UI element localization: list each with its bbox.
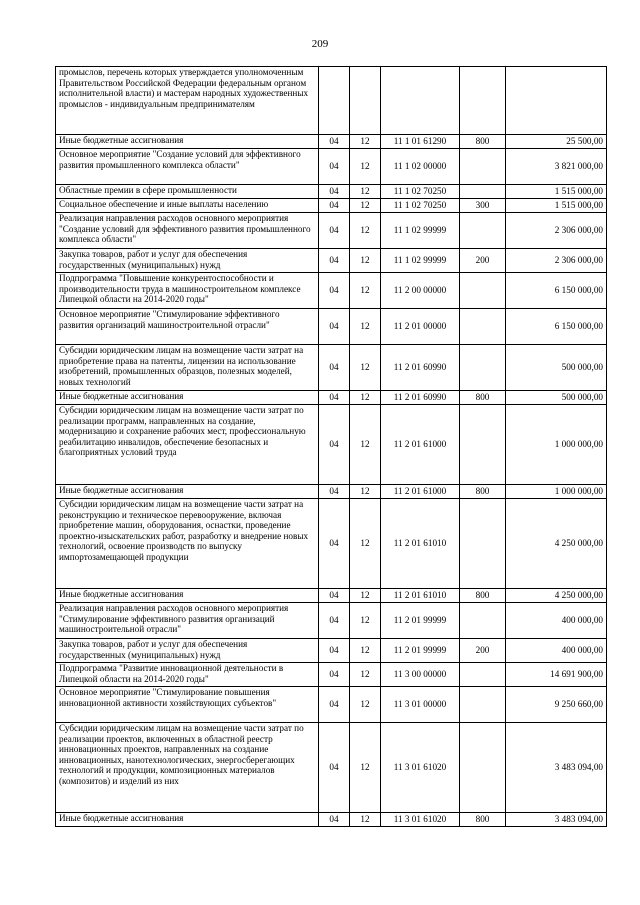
row-amount — [506, 67, 607, 135]
row-section-code: 12 — [350, 199, 381, 213]
row-name: Реализация направления расходов основного мероприятия "Стимулирование эффективного развития организаций машиностроительной отрасли" — [56, 603, 319, 639]
row-expense-type — [460, 185, 506, 199]
row-ved-code: 04 — [319, 213, 350, 249]
row-ved-code: 04 — [319, 499, 350, 589]
row-ved-code: 04 — [319, 687, 350, 723]
row-expense-type — [460, 663, 506, 687]
row-ved-code: 04 — [319, 663, 350, 687]
row-expense-type — [460, 499, 506, 589]
row-target-article: 11 2 01 61000 — [381, 405, 460, 485]
row-ved-code: 04 — [319, 149, 350, 185]
row-target-article: 11 1 02 70250 — [381, 199, 460, 213]
row-amount: 2 306 000,00 — [506, 249, 607, 273]
table-row — [56, 149, 607, 185]
row-expense-type — [460, 309, 506, 345]
row-name: Подпрограмма "Развитие инновационной деятельности в Липецкой области на 2014-2020 годы" — [56, 663, 319, 687]
row-name: Областные премии в сфере промышленности — [56, 185, 319, 199]
row-section-code: 12 — [350, 391, 381, 405]
table-row — [56, 391, 607, 405]
table-row — [56, 603, 607, 639]
row-amount: 500 000,00 — [506, 391, 607, 405]
row-amount: 3 483 094,00 — [506, 723, 607, 813]
row-amount: 400 000,00 — [506, 603, 607, 639]
row-target-article: 11 1 02 70250 — [381, 185, 460, 199]
row-name: Иные бюджетные ассигнования — [56, 391, 319, 405]
row-ved-code: 04 — [319, 813, 350, 827]
row-section-code: 12 — [350, 687, 381, 723]
row-ved-code: 04 — [319, 345, 350, 391]
row-target-article: 11 2 01 00000 — [381, 309, 460, 345]
row-amount: 1 515 000,00 — [506, 185, 607, 199]
row-section-code: 12 — [350, 405, 381, 485]
row-amount: 4 250 000,00 — [506, 499, 607, 589]
row-amount: 3 483 094,00 — [506, 813, 607, 827]
row-expense-type — [460, 213, 506, 249]
row-section-code: 12 — [350, 249, 381, 273]
row-target-article: 11 3 01 00000 — [381, 687, 460, 723]
row-expense-type: 800 — [460, 813, 506, 827]
row-expense-type: 800 — [460, 589, 506, 603]
table-row — [56, 199, 607, 213]
row-section-code: 12 — [350, 213, 381, 249]
table-row — [56, 135, 607, 149]
table-row — [56, 405, 607, 485]
row-name: Субсидии юридическим лицам на возмещение части затрат на приобретение права на патенты, лицензии на использование изобретений, промышленных образцов, полезных моделей, новых технологий — [56, 345, 319, 391]
table-row — [56, 309, 607, 345]
row-amount: 1 000 000,00 — [506, 485, 607, 499]
table-row — [56, 589, 607, 603]
row-ved-code: 04 — [319, 485, 350, 499]
row-expense-type — [460, 723, 506, 813]
row-name: Социальное обеспечение и иные выплаты населению — [56, 199, 319, 213]
row-expense-type — [460, 67, 506, 135]
row-name: Основное мероприятие "Создание условий для эффективного развития промышленного комплекса области" — [56, 149, 319, 185]
row-expense-type: 800 — [460, 485, 506, 499]
row-section-code: 12 — [350, 345, 381, 391]
row-name: Основное мероприятие "Стимулирование эффективного развития организаций машиностроительной отрасли" — [56, 309, 319, 345]
row-section-code: 12 — [350, 149, 381, 185]
row-target-article: 11 1 02 99999 — [381, 213, 460, 249]
row-section-code: 12 — [350, 723, 381, 813]
row-amount: 4 250 000,00 — [506, 589, 607, 603]
row-section-code: 12 — [350, 485, 381, 499]
row-ved-code — [319, 67, 350, 135]
row-target-article: 11 1 01 61290 — [381, 135, 460, 149]
table-row — [56, 723, 607, 813]
row-ved-code: 04 — [319, 723, 350, 813]
row-section-code: 12 — [350, 135, 381, 149]
row-amount: 6 150 000,00 — [506, 309, 607, 345]
row-section-code: 12 — [350, 273, 381, 309]
row-expense-type — [460, 273, 506, 309]
row-ved-code: 04 — [319, 309, 350, 345]
row-ved-code: 04 — [319, 135, 350, 149]
row-ved-code: 04 — [319, 589, 350, 603]
table-row — [56, 67, 607, 135]
row-expense-type — [460, 405, 506, 485]
table-row — [56, 345, 607, 391]
budget-table — [55, 66, 607, 827]
row-target-article: 11 2 01 61010 — [381, 589, 460, 603]
row-amount: 14 691 900,00 — [506, 663, 607, 687]
row-name: Подпрограмма "Повышение конкурентоспособности и производительности труда в машиностроительном комплексе Липецкой области на 2014-2020 годы" — [56, 273, 319, 309]
row-section-code: 12 — [350, 663, 381, 687]
row-expense-type: 200 — [460, 639, 506, 663]
row-name: Основное мероприятие "Стимулирование повышения инновационной активности хозяйствующих субъектов" — [56, 687, 319, 723]
row-name: Иные бюджетные ассигнования — [56, 135, 319, 149]
row-ved-code: 04 — [319, 273, 350, 309]
row-ved-code: 04 — [319, 391, 350, 405]
row-expense-type — [460, 603, 506, 639]
row-section-code: 12 — [350, 185, 381, 199]
row-name: промыслов, перечень которых утверждается уполномоченным Правительством Российской Федерации федеральным органом исполнительной власти) и мастерам народных художественных промыслов - индивидуальным предпринимателям — [56, 67, 319, 135]
row-name: Иные бюджетные ассигнования — [56, 589, 319, 603]
row-ved-code: 04 — [319, 405, 350, 485]
row-ved-code: 04 — [319, 199, 350, 213]
row-ved-code: 04 — [319, 185, 350, 199]
row-amount: 2 306 000,00 — [506, 213, 607, 249]
table-row — [56, 485, 607, 499]
row-expense-type: 800 — [460, 135, 506, 149]
row-amount: 25 500,00 — [506, 135, 607, 149]
row-amount: 500 000,00 — [506, 345, 607, 391]
row-amount: 3 821 000,00 — [506, 149, 607, 185]
row-name: Субсидии юридическим лицам на возмещение части затрат на реконструкцию и техническое перевооружение, включая приобретение машин, оборудования, оснастки, проведение проектно-изыскательских работ, разработку и внедрение новых технологий, освоение производств по выпуску импортозамещающей продукции — [56, 499, 319, 589]
row-name: Иные бюджетные ассигнования — [56, 813, 319, 827]
row-amount: 9 250 660,00 — [506, 687, 607, 723]
row-target-article: 11 2 01 60990 — [381, 391, 460, 405]
table-row — [56, 185, 607, 199]
row-name: Реализация направления расходов основного мероприятия "Создание условий для эффективного развития промышленного комплекса области" — [56, 213, 319, 249]
row-section-code: 12 — [350, 603, 381, 639]
row-section-code: 12 — [350, 639, 381, 663]
row-amount: 1 515 000,00 — [506, 199, 607, 213]
table-row — [56, 663, 607, 687]
row-expense-type: 300 — [460, 199, 506, 213]
row-expense-type — [460, 149, 506, 185]
row-expense-type — [460, 345, 506, 391]
row-amount: 1 000 000,00 — [506, 405, 607, 485]
row-section-code — [350, 67, 381, 135]
table-row — [56, 499, 607, 589]
row-target-article: 11 2 01 99999 — [381, 639, 460, 663]
row-target-article: 11 2 01 99999 — [381, 603, 460, 639]
table-row — [56, 273, 607, 309]
row-name: Субсидии юридическим лицам на возмещение части затрат по реализации программ, направленных на создание, модернизацию и сохранение рабочих мест, профессиональную реабилитацию инвалидов, обеспечение безопасных и благоприятных условий труда — [56, 405, 319, 485]
page-number: 209 — [311, 38, 329, 50]
row-ved-code: 04 — [319, 249, 350, 273]
row-expense-type — [460, 687, 506, 723]
row-section-code: 12 — [350, 309, 381, 345]
row-name: Закупка товаров, работ и услуг для обеспечения государственных (муниципальных) нужд — [56, 639, 319, 663]
row-ved-code: 04 — [319, 603, 350, 639]
row-amount: 6 150 000,00 — [506, 273, 607, 309]
row-target-article: 11 3 01 61020 — [381, 723, 460, 813]
row-target-article: 11 3 00 00000 — [381, 663, 460, 687]
row-target-article: 11 1 02 99999 — [381, 249, 460, 273]
row-name: Субсидии юридическим лицам на возмещение части затрат по реализации проектов, включенных в областной реестр инновационных проектов, направленных на создание инновационных, нанотехнологических, энергосберегающих технологий и продукции, композиционных материалов (композитов) и изделий из них — [56, 723, 319, 813]
row-target-article: 11 2 01 61000 — [381, 485, 460, 499]
row-target-article: 11 1 02 00000 — [381, 149, 460, 185]
row-target-article: 11 2 01 60990 — [381, 345, 460, 391]
row-expense-type: 800 — [460, 391, 506, 405]
row-ved-code: 04 — [319, 639, 350, 663]
table-row — [56, 249, 607, 273]
row-section-code: 12 — [350, 589, 381, 603]
row-name: Закупка товаров, работ и услуг для обеспечения государственных (муниципальных) нужд — [56, 249, 319, 273]
row-amount: 400 000,00 — [506, 639, 607, 663]
row-target-article: 11 3 01 61020 — [381, 813, 460, 827]
table-row — [56, 687, 607, 723]
row-target-article — [381, 67, 460, 135]
row-name: Иные бюджетные ассигнования — [56, 485, 319, 499]
row-expense-type: 200 — [460, 249, 506, 273]
table-row — [56, 813, 607, 827]
row-section-code: 12 — [350, 499, 381, 589]
table-row — [56, 639, 607, 663]
table-row — [56, 213, 607, 249]
row-target-article: 11 2 01 61010 — [381, 499, 460, 589]
row-section-code: 12 — [350, 813, 381, 827]
row-target-article: 11 2 00 00000 — [381, 273, 460, 309]
